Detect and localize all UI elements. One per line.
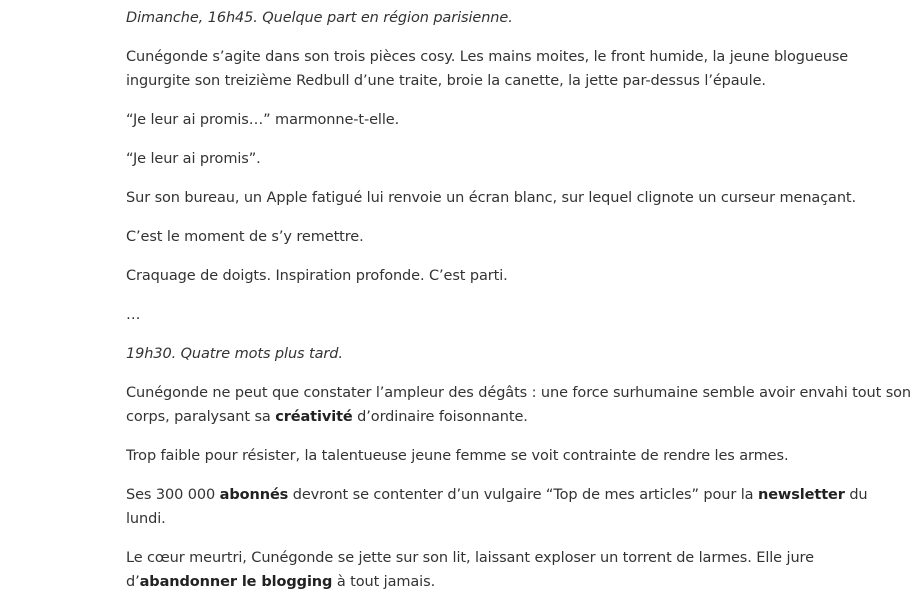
intro-timestamp bbox=[126, 6, 911, 30]
paragraph-10-start: Le cœur meurtri, Cunégonde se jette sur son lit, laissant exploser un torrent de larmes. Elle jure d’ bbox=[126, 550, 814, 590]
later-timestamp bbox=[126, 342, 911, 366]
paragraph-3: “Je leur ai promis”. bbox=[126, 151, 261, 167]
paragraph-9 bbox=[126, 483, 911, 531]
paragraph-7-start: Cunégonde ne peut que constater l’ampleur des dégâts : une force surhumaine semble avoir envahi tout son corps, paralysant sa bbox=[126, 385, 912, 425]
keyword-abandonner-le-blogging: abandonner le blogging bbox=[139, 574, 333, 590]
later-timestamp-text: 19h30. Quatre mots plus tard. bbox=[126, 346, 343, 362]
ellipsis-separator: … bbox=[126, 307, 141, 323]
paragraph-7 bbox=[126, 381, 911, 429]
paragraph-6: Craquage de doigts. Inspiration profonde. C’est parti. bbox=[126, 268, 508, 284]
paragraph-7-end: d’ordinaire foisonnante. bbox=[352, 409, 528, 425]
paragraph-9-part-2: devront se contenter d’un vulgaire “Top de mes articles” pour la bbox=[288, 487, 758, 503]
paragraph-8: Trop faible pour résister, la talentueuse jeune femme se voit contrainte de rendre les armes. bbox=[126, 448, 789, 464]
paragraph-9-part-3: du lundi. bbox=[126, 487, 868, 527]
paragraph-2: “Je leur ai promis…” marmonne-t-elle. bbox=[126, 112, 400, 128]
article-body bbox=[126, 6, 911, 609]
paragraph-1: Cunégonde s’agite dans son trois pièces cosy. Les mains moites, le front humide, la jeune blogueuse ingurgite son treizième Redbull d’une traite, broie la canette, la jette par-dessus l’épaule. bbox=[126, 49, 849, 89]
paragraph-4: Sur son bureau, un Apple fatigué lui renvoie un écran blanc, sur lequel clignote un curseur menaçant. bbox=[126, 190, 857, 206]
keyword-abonnes: abonnés bbox=[219, 487, 289, 503]
keyword-creativite: créativité bbox=[275, 409, 353, 425]
keyword-newsletter: newsletter bbox=[757, 487, 845, 503]
paragraph-10 bbox=[126, 546, 911, 594]
intro-timestamp-text: Dimanche, 16h45. Quelque part en région parisienne. bbox=[126, 10, 513, 26]
paragraph-9-part-1: Ses 300 000 bbox=[126, 487, 220, 503]
paragraph-10-end: à tout jamais. bbox=[332, 574, 436, 590]
paragraph-5: C’est le moment de s’y remettre. bbox=[126, 229, 364, 245]
